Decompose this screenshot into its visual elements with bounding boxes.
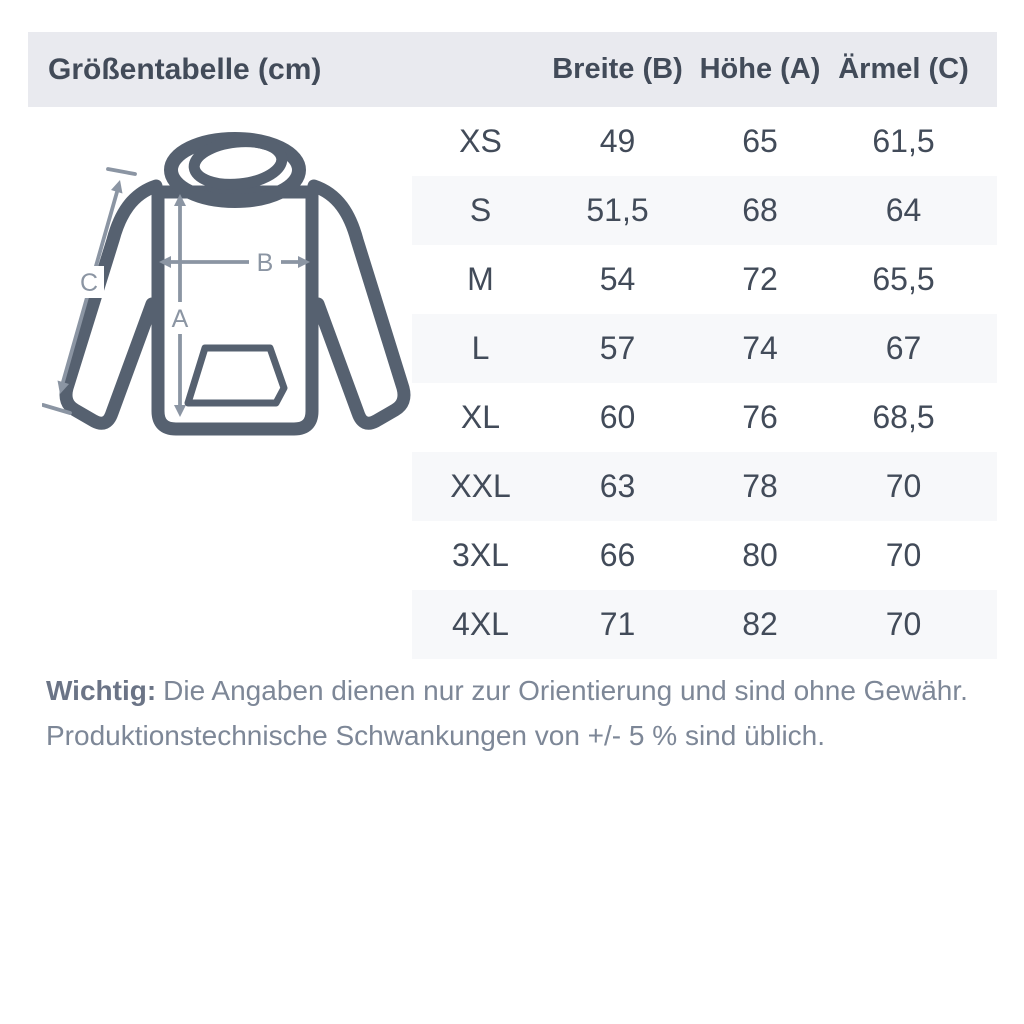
hoodie-measurement-diagram xyxy=(42,122,422,462)
breite-value: 54 xyxy=(599,261,636,297)
dimension-label-a: A xyxy=(171,305,189,333)
size-label: XXL xyxy=(450,468,511,504)
hoehe-value: 82 xyxy=(742,606,778,642)
footer-line-2-text: Produktionstechnische Schwankungen von +/- 5 % sind üblich. xyxy=(46,720,826,751)
size-label: 4XL xyxy=(452,606,509,642)
page-title: Größentabelle (cm) xyxy=(48,52,322,86)
column-header-hoehe: Höhe (A) xyxy=(699,53,821,85)
column-header-breite: Breite (B) xyxy=(552,53,683,85)
hoehe-value: 65 xyxy=(742,123,778,159)
hoodie-left-sleeve xyxy=(66,186,156,423)
breite-value: 49 xyxy=(599,123,636,159)
size-label: S xyxy=(469,192,492,228)
aermel-value: 67 xyxy=(885,330,922,366)
breite-value: 63 xyxy=(599,468,636,504)
aermel-value: 68,5 xyxy=(872,399,935,435)
size-label: XS xyxy=(459,123,502,159)
aermel-value: 65,5 xyxy=(872,261,935,297)
table-row xyxy=(412,590,997,659)
aermel-value: 70 xyxy=(885,606,922,642)
breite-value: 57 xyxy=(599,330,636,366)
hoodie-pocket xyxy=(188,348,284,403)
footer-important-label: Wichtig: xyxy=(46,675,157,706)
breite-value: 60 xyxy=(599,399,636,435)
table-row xyxy=(412,521,997,590)
size-table xyxy=(412,107,997,659)
hoodie-right-sleeve xyxy=(314,186,404,423)
aermel-value: 64 xyxy=(885,192,922,228)
table-row xyxy=(412,383,997,452)
table-row xyxy=(412,107,997,176)
breite-value: 51,5 xyxy=(586,192,649,228)
hoehe-value: 68 xyxy=(742,192,778,228)
size-label: M xyxy=(467,261,494,297)
breite-value: 66 xyxy=(599,537,636,573)
size-label: 3XL xyxy=(452,537,509,573)
footer-line-2 xyxy=(46,713,976,758)
table-row xyxy=(412,176,997,245)
column-header-aermel: Ärmel (C) xyxy=(838,53,969,85)
size-label: L xyxy=(471,330,490,366)
table-row xyxy=(412,245,997,314)
hoehe-value: 72 xyxy=(742,261,778,297)
hoodie-hood-inner xyxy=(192,138,284,189)
footer-line-1 xyxy=(46,668,976,713)
footer-note xyxy=(46,668,976,758)
table-header-band xyxy=(28,32,997,107)
hoehe-value: 74 xyxy=(742,330,778,366)
aermel-value: 70 xyxy=(885,537,922,573)
hoehe-value: 80 xyxy=(742,537,778,573)
dimension-label-c: C xyxy=(79,269,99,297)
hoehe-value: 76 xyxy=(742,399,778,435)
table-row xyxy=(412,314,997,383)
table-row xyxy=(412,452,997,521)
footer-line-1-text: Die Angaben dienen nur zur Orientierung und sind ohne Gewähr. xyxy=(163,675,968,706)
size-label: XL xyxy=(460,399,501,435)
hoehe-value: 78 xyxy=(742,468,778,504)
breite-value: 71 xyxy=(599,606,636,642)
dimension-label-b: B xyxy=(256,249,274,277)
aermel-value: 61,5 xyxy=(872,123,935,159)
aermel-value: 70 xyxy=(885,468,922,504)
